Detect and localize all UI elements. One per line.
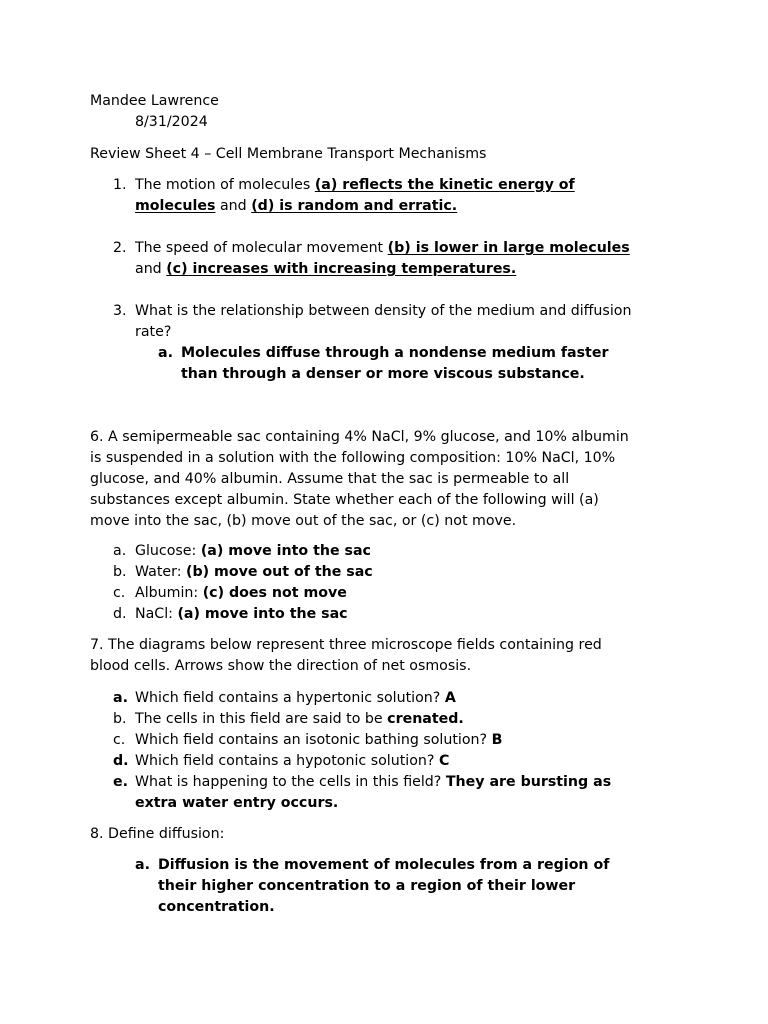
q8-title: 8. Define diffusion:: [90, 826, 225, 842]
q6-item-c-answer: (c) does not move: [202, 585, 347, 601]
q6-item-a: Glucose: (a) move into the sac: [135, 543, 371, 559]
q7-item-e-marker: e.: [113, 774, 129, 790]
q7-item-d-marker: d.: [113, 753, 129, 769]
q6-item-c-marker: c.: [113, 585, 126, 601]
q7-item-a-marker: a.: [113, 690, 128, 706]
q3-answer-line-2: than through a denser or more viscous substance.: [181, 366, 585, 382]
q6-item-b-answer: (b) move out of the sac: [185, 564, 373, 580]
q6-line-4: substances except albumin. State whether each of the following will (a): [90, 492, 599, 508]
q6-line-1: 6. A semipermeable sac containing 4% NaCl, 9% glucose, and 10% albumin: [90, 429, 629, 445]
q7-item-d: Which field contains a hypotonic solution? C: [135, 753, 450, 769]
q3-answer-marker: a.: [158, 345, 173, 361]
q7-item-e-answer-cont: extra water entry occurs.: [135, 795, 339, 811]
q7-item-a: Which field contains a hypertonic solution? A: [135, 690, 456, 706]
q7-line-2: blood cells. Arrows show the direction of net osmosis.: [90, 658, 472, 674]
q7-item-b-answer: crenated.: [387, 711, 464, 727]
q6-item-b-marker: b.: [113, 564, 127, 580]
q1-answer-a-cont: molecules: [135, 198, 216, 214]
q1-answer-a: (a) reflects the kinetic energy of: [314, 177, 575, 193]
q8-answer-marker: a.: [135, 857, 150, 873]
document-date: 8/31/2024: [135, 114, 208, 130]
q7-item-a-answer: A: [444, 690, 456, 706]
q6-item-c: Albumin: (c) does not move: [135, 585, 347, 601]
q7-item-c-marker: c.: [113, 732, 126, 748]
q7-item-c: Which field contains an isotonic bathing solution? B: [135, 732, 503, 748]
document-title: Review Sheet 4 – Cell Membrane Transport Mechanisms: [90, 146, 487, 162]
q6-line-2: is suspended in a solution with the following composition: 10% NaCl, 10%: [90, 450, 616, 466]
q3-line-1: What is the relationship between density of the medium and diffusion: [135, 303, 632, 319]
q6-item-b: Water: (b) move out of the sac: [135, 564, 373, 580]
q6-item-a-marker: a.: [113, 543, 127, 559]
q3-answer-line-1: Molecules diffuse through a nondense medium faster: [181, 345, 609, 361]
q3-line-2: rate?: [135, 324, 172, 340]
q1-line-2: molecules and (d) is random and erratic.: [135, 198, 458, 214]
q1-number: 1.: [113, 177, 127, 193]
q2-line-1: The speed of molecular movement (b) is lower in large molecules: [135, 240, 630, 256]
q6-line-3: glucose, and 40% albumin. Assume that the sac is permeable to all: [90, 471, 570, 487]
q7-item-e-answer: They are bursting as: [445, 774, 612, 790]
q7-item-b-marker: b.: [113, 711, 127, 727]
q2-number: 2.: [113, 240, 127, 256]
q8-answer-line-3: concentration.: [158, 899, 275, 915]
q6-item-a-answer: (a) move into the sac: [200, 543, 371, 559]
q8-answer-line-1: Diffusion is the movement of molecules from a region of: [158, 857, 610, 873]
q3-number: 3.: [113, 303, 127, 319]
q6-item-d-marker: d.: [113, 606, 127, 622]
q6-item-d-answer: (a) move into the sac: [177, 606, 348, 622]
q7-item-d-answer: C: [438, 753, 450, 769]
q7-item-e: What is happening to the cells in this field? They are bursting as: [135, 774, 612, 790]
q7-line-1: 7. The diagrams below represent three microscope fields containing red: [90, 637, 602, 653]
q2-answer-c: (c) increases with increasing temperatures.: [166, 261, 517, 277]
q6-line-5: move into the sac, (b) move out of the sac, or (c) not move.: [90, 513, 517, 529]
q2-answer-b: (b) is lower in large molecules: [387, 240, 630, 256]
q1-line-1: The motion of molecules (a) reflects the kinetic energy of: [135, 177, 575, 193]
q7-item-c-answer: B: [491, 732, 503, 748]
q1-answer-d: (d) is random and erratic.: [251, 198, 458, 214]
q8-answer-line-2: their higher concentration to a region of their lower: [158, 878, 576, 894]
student-name: Mandee Lawrence: [90, 93, 219, 109]
q6-item-d: NaCl: (a) move into the sac: [135, 606, 348, 622]
q2-line-2: and (c) increases with increasing temperatures.: [135, 261, 517, 277]
q7-item-b: The cells in this field are said to be crenated.: [135, 711, 464, 727]
